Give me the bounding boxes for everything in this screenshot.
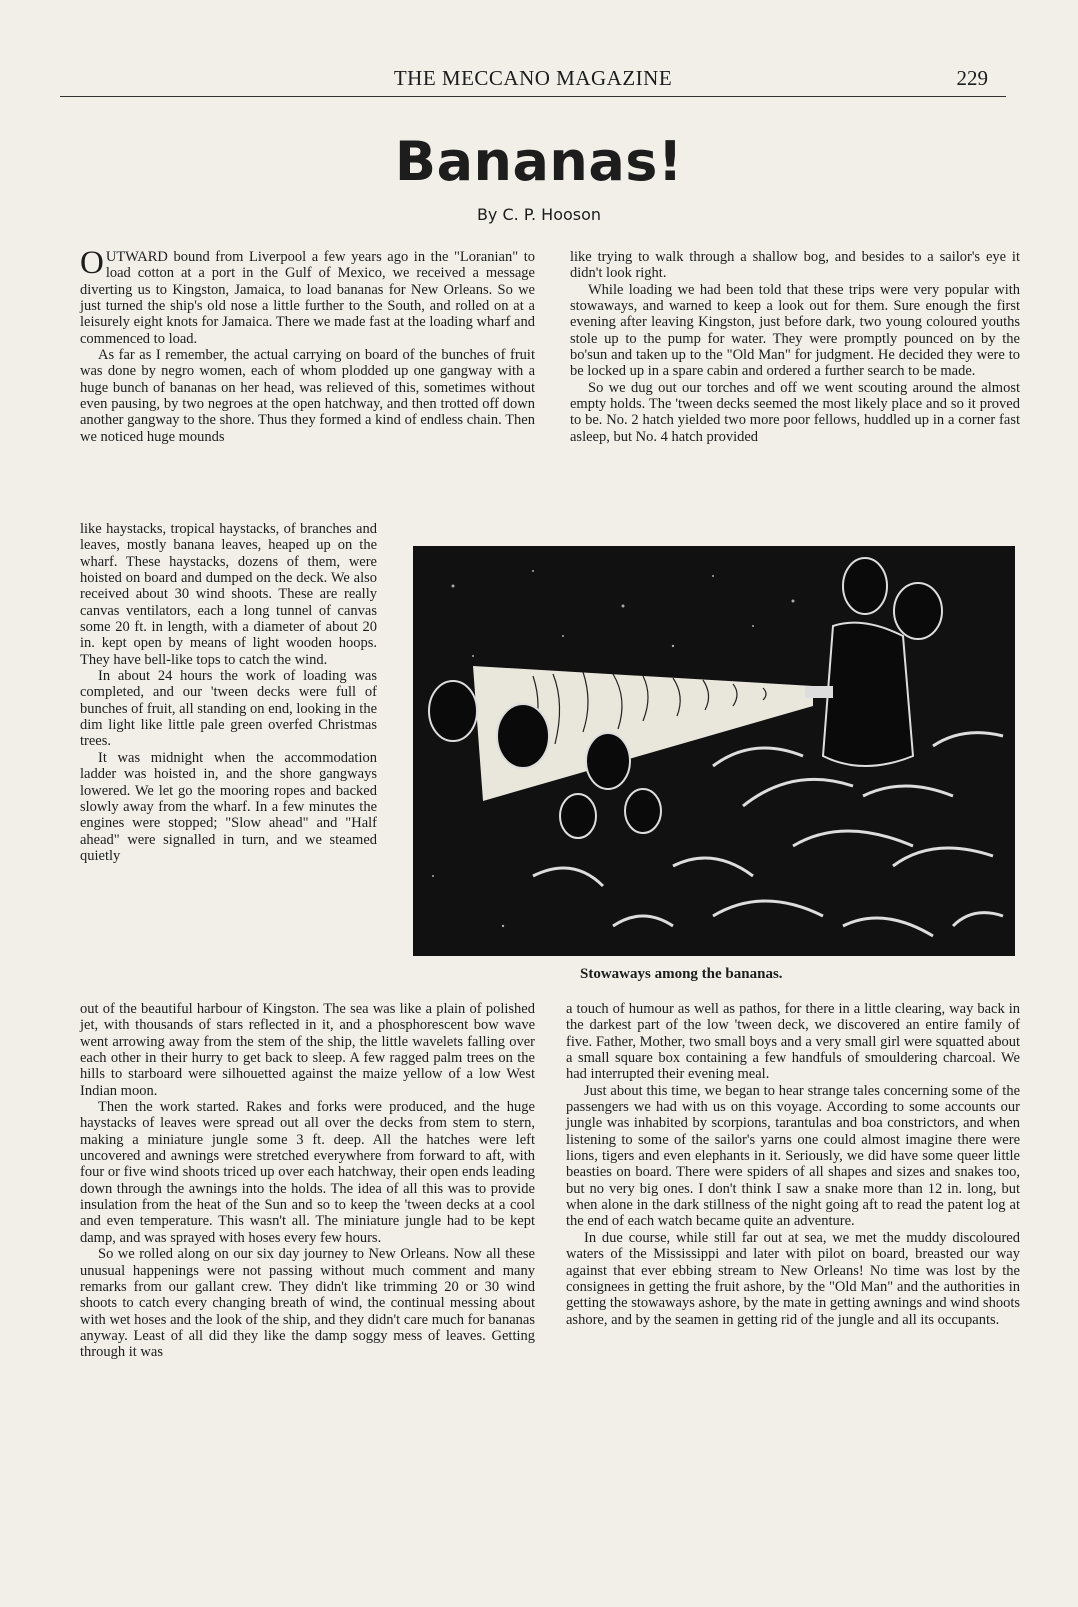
column-1-top	[80, 245, 535, 521]
running-header	[60, 66, 1006, 97]
paragraph: It was midnight when the accommodation ladder was hoisted in, and the shore gangways lowered. We let go the mooring ropes and backed slowly away from the wharf. In a few minutes the engines were stopped; "Slow ahead" and "Half ahead" were signalled in turn, and we steamed quietly	[80, 749, 377, 864]
paragraph: OUTWARD bound from Liverpool a few years ago in the "Loranian" to load cotton at a port in the Gulf of Mexico, we received a message diverting us to Kingston, Jamaica, to load bananas for New Orleans. So we just turned the ship's old nose a little further to the South, and rolled on at a leisurely eight knots for Jamaica. There we made fast at the loading wharf and commenced to load.	[80, 245, 535, 347]
paragraph: In about 24 hours the work of loading was completed, and our 'tween decks were full of bunches of fruit, all standing on end, looking in the dim light like little pale green overfed Christmas trees.	[80, 668, 377, 750]
paragraph: Then the work started. Rakes and forks were produced, and the huge haystacks of leaves were spread out all over the decks from stem to stern, making a miniature jungle some 3 ft. deep. All the hatches were left uncovered and awnings were stretched everywhere from forward to aft, with four or five wind shoots triced up over each hatchway, their open ends leading down through the awnings into the holds. The idea of all this was to provide insulation from the heat of the Sun and so to keep the 'tween decks at a cool and even temperature. This wasn't all. The miniature jungle had to be kept damp, and was sprayed with hoses every few hours.	[80, 1099, 535, 1246]
illustration-drawing	[413, 546, 1015, 956]
drop-cap: O	[80, 245, 104, 281]
column-1-bottom	[80, 1001, 535, 1521]
paragraph: In due course, while still far out at sea, we met the muddy discoloured waters of the Mississippi and later with pilot on board, breasted our way against that ever ebbing stream to New Orleans! No time was lost by the consignees in getting the fruit ashore, by the "Old Man" and the authorities in getting the stowaways ashore, by the mate in getting awnings and wind shoots ashore, and by the seamen in getting rid of the jungle and all its occupants.	[566, 1229, 1020, 1328]
paragraph: out of the beautiful harbour of Kingston. The sea was like a plain of polished jet, with thousands of stars reflected in it, and a phosphorescent bow wave went arrowing away from the stem of the ship, the little wavelets falling over each other in their hurry to get back to sleep. A few ragged palm trees on the hills to starboard were silhouetted against the maize yellow of a low West Indian moon.	[80, 1001, 535, 1099]
column-2-bottom	[566, 1001, 1020, 1521]
paragraph: like trying to walk through a shallow bog, and besides to a sailor's eye it didn't look right.	[570, 249, 1020, 282]
stowaways-illustration	[413, 546, 1015, 956]
illustration-caption: Stowaways among the bananas.	[580, 966, 783, 982]
page-number: 229	[956, 66, 988, 90]
byline: By C. P. Hooson	[476, 205, 602, 224]
magazine-name: THE MECCANO MAGAZINE	[393, 66, 673, 90]
paragraph: a touch of humour as well as pathos, for there in a little clearing, way back in the darkest part of the low 'tween deck, we discovered an entire family of five. Father, Mother, two small boys and a very small girl were squatted about a small square box containing a few handfuls of smouldering charcoal. We had interrupted their evening meal.	[566, 1001, 1020, 1083]
paragraph: So we rolled along on our six day journey to New Orleans. Now all these unusual happenings were not passing without much comment and many remarks from our gallant crew. They didn't like trimming 20 or 30 wind shoots to catch every changing breath of wind, the continual messing about with wet hoses and the look of the ship, and they didn't care much for bananas anyway. Least of all did they like the damp soggy mess of leaves. Getting through it was	[80, 1246, 535, 1361]
paragraph: Just about this time, we began to hear strange tales concerning some of the passengers we had with us on this voyage. According to some accounts our jungle was inhabited by scorpions, tarantulas and boa constrictors, and when listening to some of the sailor's yarns one could almost imagine there were lions, tigers and even elephants in it. Seriously, we did have some queer little beasties on board. There were spiders of all shapes and sizes and snakes too, but no very big ones. I don't think I saw a snake more than 12 in. long, but when alone in the dark stillness of the night going aft to read the patent log at the end of each watch became quite an adventure.	[566, 1082, 1020, 1230]
paragraph: So we dug out our torches and off we went scouting around the almost empty holds. The 'tween decks seemed the most likely place and so it proved to be. No. 2 hatch yielded two more poor fellows, huddled up in a corner fast asleep, but No. 4 hatch provided	[570, 379, 1020, 445]
column-2-top	[570, 249, 1020, 524]
article-title: Bananas!	[394, 130, 684, 193]
paragraph: like haystacks, tropical haystacks, of branches and leaves, mostly banana leaves, heaped up on the wharf. These haystacks, dozens of them, were hoisted on board and dumped on the deck. We also received about 30 wind shoots. These are really canvas ventilators, each a long tunnel of canvas some 20 ft. in length, with a diameter of about 20 in. kept open by means of light wooden hoops. They have bell-like tops to catch the wind.	[80, 521, 377, 668]
paragraph: While loading we had been told that these trips were very popular with stowaways, and warned to keep a look out for them. Sure enough the first evening after leaving Kingston, just before dark, two young coloured youths stole up to the pump for water. They were promptly pounced on by the bo'sun and taken up to the "Old Man" for judgment. He decided they were to be locked up in a spare cabin and ordered a further search to be made.	[570, 281, 1020, 380]
paragraph: As far as I remember, the actual carrying on board of the bunches of fruit was done by negro women, each of whom plodded up one gangway with a huge bunch of bananas on her head, was relieved of this, sometimes without even pausing, by two negroes at the open hatchway, and then trotted off down another gangway to the shore. Thus they formed a kind of endless chain. Then we noticed huge mounds	[80, 347, 535, 445]
column-1-narrow	[80, 521, 377, 1001]
